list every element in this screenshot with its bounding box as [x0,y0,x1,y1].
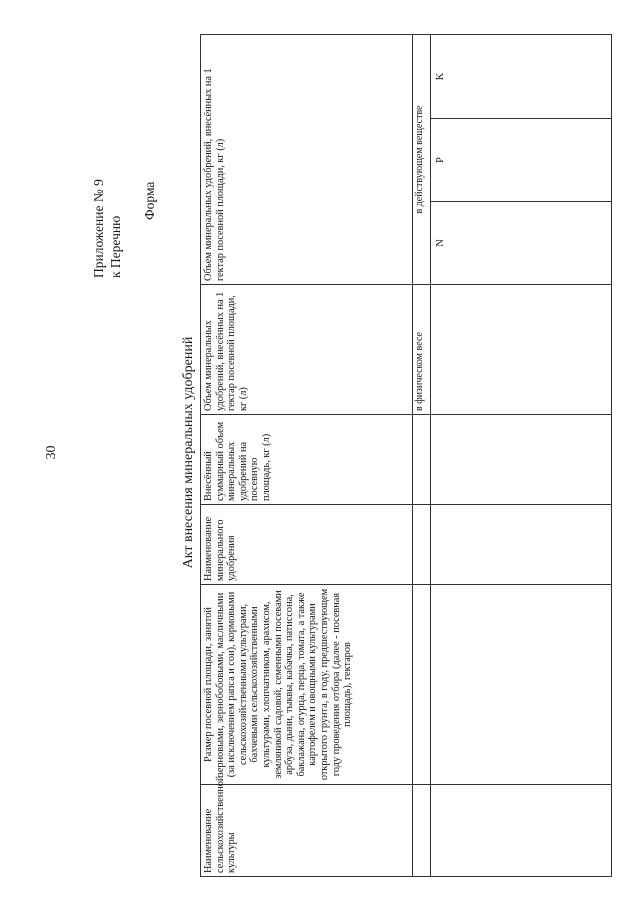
nutrient-n: N [431,202,612,285]
cell-crop-name [413,785,431,877]
header-volume-per-ha-active: Объем минеральных удобрений, внесённых на 1 гектар посевной площади, кг (л) [201,34,413,284]
header-volume-per-ha: Объем минеральных удобрений, внесённых на 1 гектар посевной площади, кг (л) [201,285,413,415]
cell-total-applied-value [431,415,612,505]
fertilizer-application-table [200,34,612,877]
subheader-active-substance: в действующем веществе [413,34,431,284]
header-sown-area: Размер посевной площади, занятой зерновыми, зернобобовыми, масличными (за исключением рапса и сои), кормовыми сельскохозяйственными культурами, бахчевыми сельскохозяйственными культурами, хлопчатником, арахисом, земляникой садовой, семенными посевами арбуза, дыни, тыквы, кабачка, патиссона, баклажана, огурца, перца, томата, а также картофелем и овощными культурами открытого грунта, в году, предшествующем году проведения отбора (далее - посевная площадь), гектаров [201,585,413,785]
cell-sown-area-value [431,585,612,785]
cell-fertilizer-name-value [431,505,612,585]
header-crop-name: Наименование сельскохозяйственной культуры [201,785,413,877]
page-number: 30 [44,445,59,460]
header-fertilizer-name: Наименование минерального удобрения [201,505,413,585]
nutrient-k: K [431,34,612,118]
cell-physical-weight-value [431,285,612,415]
document-title: Акт внесения минеральных удобрений [181,336,196,569]
subheader-physical-weight: в физическом весе [413,285,431,415]
appendix-reference [90,179,124,278]
appendix-line-2: к Перечню [108,215,123,278]
nutrient-p: P [431,119,612,202]
cell-sown-area [413,585,431,785]
cell-total-applied [413,415,431,505]
header-total-applied: Внесённый суммарный объем минеральных удобрений на посевную площадь, кг (л) [201,415,413,505]
form-label: Форма [142,181,157,220]
cell-crop-name-value [431,785,612,877]
cell-fertilizer-name [413,505,431,585]
appendix-line-1: Приложение № 9 [91,179,106,278]
